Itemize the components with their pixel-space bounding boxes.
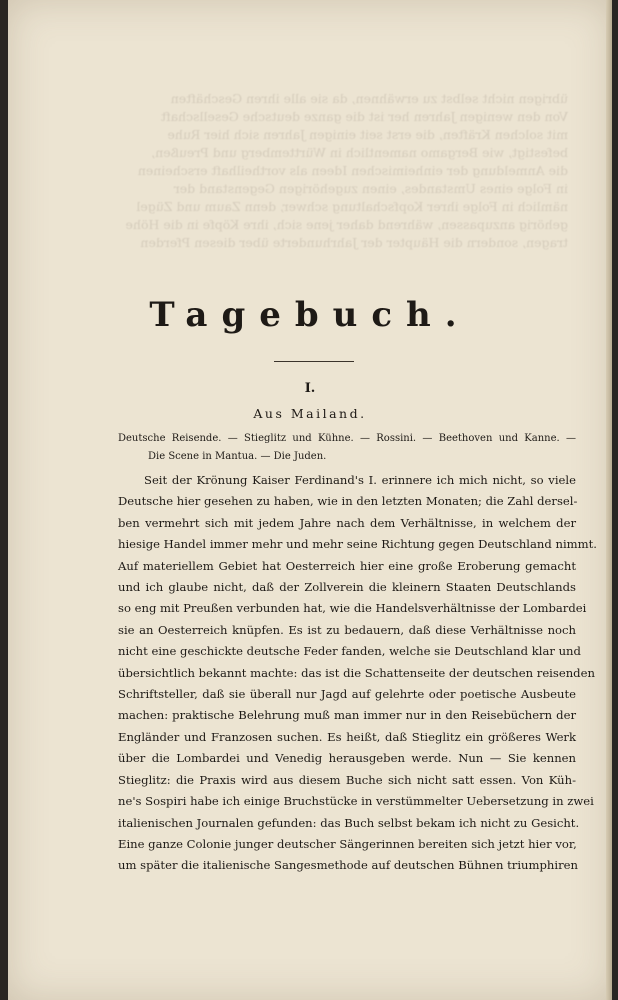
text-line: Seit der Krönung Kaiser Ferdinand's I. erinnere ich mich nicht, so viele [144,473,576,487]
text-line: ne's Sospiri habe ich einige Bruchstücke in verstümmelter Uebersetzung in zwei [118,794,594,809]
section-title: Aus Mailand. [253,406,367,421]
page-edge [606,0,612,1000]
text-line: italienischen Journalen gefunden: das Buch selbst bekam ich nicht zu Gesicht. [118,815,580,830]
text-line: Auf materiellem Gebiet hat Oesterreich hier eine große Eroberung gemacht [118,558,576,573]
text-line: Stieglitz: die Praxis wird aus diesem Buche sich nicht satt essen. Von Küh- [118,772,576,787]
section-contents-summary [118,430,576,466]
show-through-text: übrigen nicht selbst zu erwähnen, da sie alle ihren Geschäften Von den wenigen Jahren her ist die ganze deutsche Gesellschaft mit solchen Kräften, die erst seit einigen Jahren sich hier Ruhe befestigt, wie Bergamo namentlich in Württemberg und Preußen, die Anmeldung der einheimischen Ideen als vortheilhaft erscheinen in Folge eines Umstandes, einen zugehörigen Gegenstand der nämlich in Folge ihrer Kopfschaltung schwer, denn Zaum und Zügel gehörig anzupassen, während daher jene sich, ihre Köpfe in die Höhe tragen, sondern die Häupter der Jahrhunderte über diesen Pferden [125,91,568,250]
text-line: ben vermehrt sich mit jedem Jahre nach dem Verhältnisse, in welchem der [118,515,576,530]
text-line: über die Lombardei und Venedig herausgeben werde. Nun — Sie kennen [118,751,576,766]
text-line: so eng mit Preußen verbunden hat, wie die Handelsverhältnisse der Lombardei [118,601,587,616]
text-line: um später die italienische Sangesmethode auf deutschen Bühnen triumphiren [118,858,578,873]
text-line: Engländer und Franzosen suchen. Es heißt, daß Stieglitz ein größeres Werk [118,729,576,744]
text-line: nicht eine geschickte deutsche Feder fanden, welche sie Deutschland klar und [118,644,581,659]
text-line: sie an Oesterreich knüpfen. Es ist zu bedauern, daß diese Verhältnisse noch [118,622,576,637]
title-divider [274,361,354,362]
page-title: Tagebuch. [149,295,471,335]
contents-line: Deutsche Reisende. — Stieglitz und Kühne. — Rossini. — Beethoven und Kanne. — [118,433,576,444]
text-line: hiesige Handel immer mehr und mehr seine Richtung gegen Deutschland nimmt. [118,537,597,552]
text-line: Eine ganze Colonie junger deutscher Sängerinnen bereiten sich jetzt hier vor, [118,836,577,851]
text-line: Schriftsteller, daß sie überall nur Jagd auf gelehrte oder poetische Ausbeute [118,687,576,702]
section-number: I. [304,381,316,396]
text-line: übersichtlich bekannt machte: das ist die Schattenseite der deutschen reisenden [118,665,595,680]
text-line: und ich glaube nicht, daß der Zollverein die kleinern Staaten Deutschlands [118,580,576,595]
text-line: Deutsche hier gesehen zu haben, wie in den letzten Monaten; die Zahl dersel- [118,494,578,509]
body-text [118,470,597,877]
contents-line: Die Scene in Mantua. — Die Juden. [148,451,327,462]
text-line: machen: praktische Belehrung muß man immer nur in den Reisebüchern der [118,708,576,723]
book-page [8,0,612,1000]
